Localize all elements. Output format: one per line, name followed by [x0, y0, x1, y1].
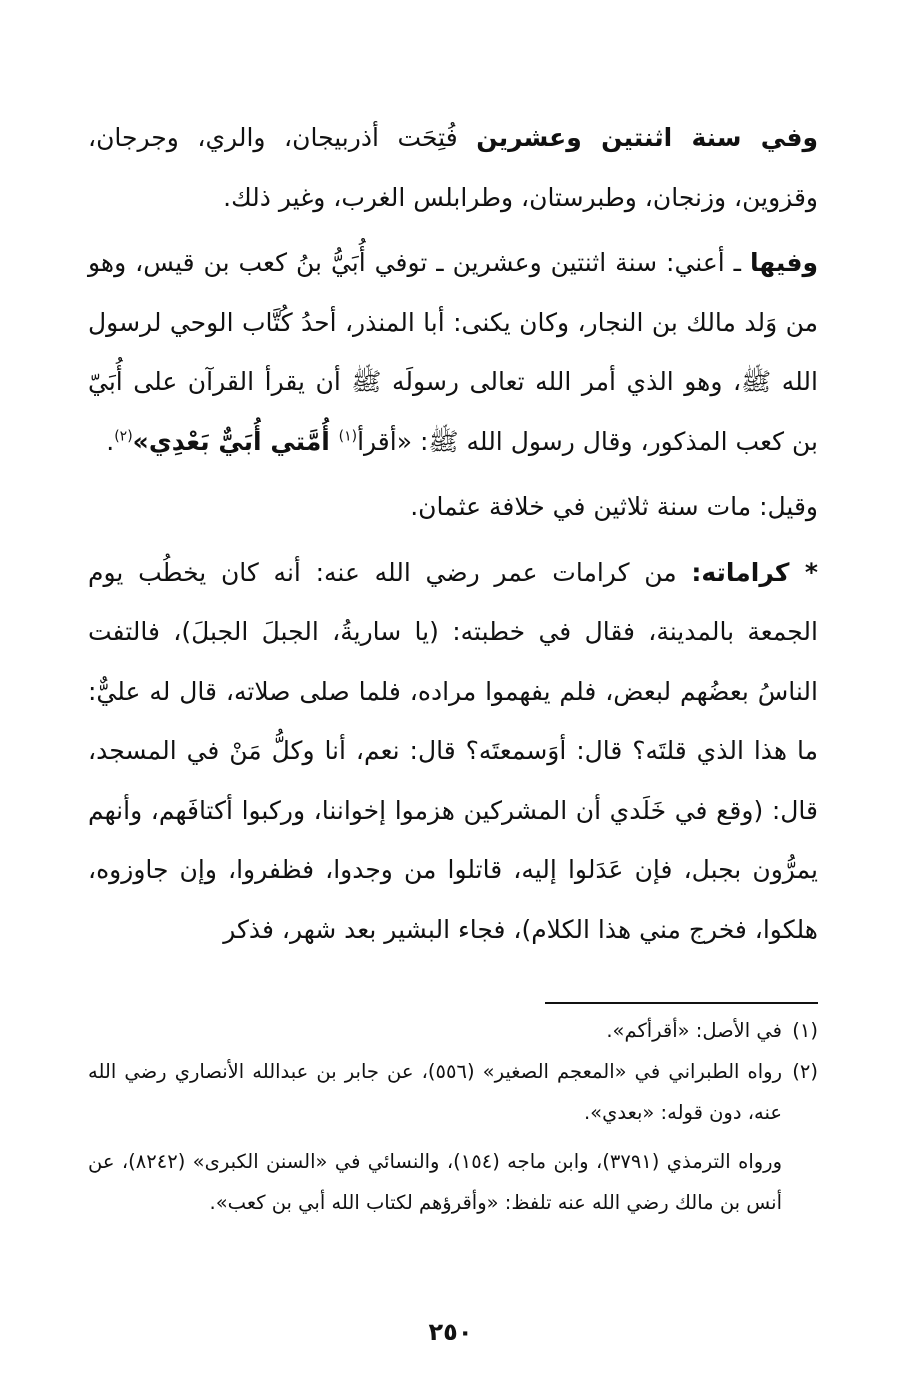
hadith-quote: أُمَّتي أُبَيٌّ بَعْدِي»: [132, 426, 339, 456]
page-number: ٢٥٠: [428, 1318, 473, 1346]
paragraph-end: .: [106, 426, 115, 456]
paragraph-ubayy: [88, 233, 818, 471]
paragraph-text: من كرامات عمر رضي الله عنه: أنه كان يخطُب يوم الجمعة بالمدينة، فقال في خطبته: (يا ساريةُ، الجبلَ الجبلَ)، فالتفت الناسُ بعضُهم لبعض، فلم يفهموا مراده، فلما صلى صلاته، قال له عليٌّ: ما هذا الذي قلتَه؟ قال: أوَسمعتَه؟ قال: نعم، أنا وكلُّ مَنْ في المسجد، قال: (وقع في خَلَدي أن المشركين هزموا إخواننا، وركبوا أكتافَهم، وأنهم يمرُّون بجبل، فإن عَدَلوا إليه، قاتلوا من وجدوا، فظفروا، وإن جاوزوه، هلكوا، فخرج مني هذا الكلام)، فجاء البشير بعد شهر، فذكر: [88, 557, 818, 944]
footnote-text: رواه الطبراني في «المعجم الصغير» (٥٥٦)، عن جابر بن عبدالله الأنصاري رضي الله عنه، دون قوله: «بعدي».: [88, 1060, 782, 1124]
footnote-separator: [545, 1002, 818, 1004]
footnote-number: (١): [792, 1019, 818, 1042]
paragraph-lead: وفي سنة اثنتين وعشرين: [476, 123, 818, 152]
paragraph-text: ـ أعني: سنة اثنتين وعشرين ـ توفي أُبَيُّ بنُ كعب بن قيس، وهو من وَلد مالك بن النجار، وكان يكنى: أبا المنذر، أحدُ كُتَّاب الوحي لرسول الله ﷺ، وهو الذي أمر الله تعالى رسولَه ﷺ أن يقرأ القرآن على أُبَيّ بن كعب المذكور، وقال رسول الله ﷺ: «أقرأ: [88, 248, 818, 456]
paragraph-karamat: [88, 543, 818, 960]
footnote-ref-1: (١): [338, 428, 358, 445]
paragraph-lead: * كراماته:: [691, 557, 818, 587]
footnote-ref-2: (٢): [114, 428, 133, 445]
main-text: [88, 108, 818, 959]
footnote-1: [88, 1010, 818, 1051]
footnote-2-continued: [88, 1141, 818, 1223]
footnotes: [88, 1010, 818, 1223]
footnote-number: (٢): [792, 1060, 818, 1083]
footnote-text: ورواه الترمذي (٣٧٩١)، وابن ماجه (١٥٤)، والنسائي في «السنن الكبرى» (٨٢٤٢)، عن أنس بن مالك رضي الله عنه تلفظ: «وأقرؤهم لكتاب الله أبي بن كعب».: [88, 1150, 782, 1214]
footnote-number: [782, 1141, 818, 1223]
footnote-2: [88, 1051, 818, 1133]
paragraph-text: فُتِحَت أذربيجان، والري، وجرجان، وقزوين، وزنجان، وطبرستان، وطرابلس الغرب، وغير ذلك.: [88, 123, 818, 212]
paragraph-lead: وفيها: [749, 248, 818, 277]
footnote-text: في الأصل: «أقرأكم».: [606, 1019, 782, 1042]
paragraph-death-note: [88, 477, 818, 537]
paragraph-text: وقيل: مات سنة ثلاثين في خلافة عثمان.: [410, 492, 818, 521]
paragraph-conquests: [88, 108, 818, 227]
